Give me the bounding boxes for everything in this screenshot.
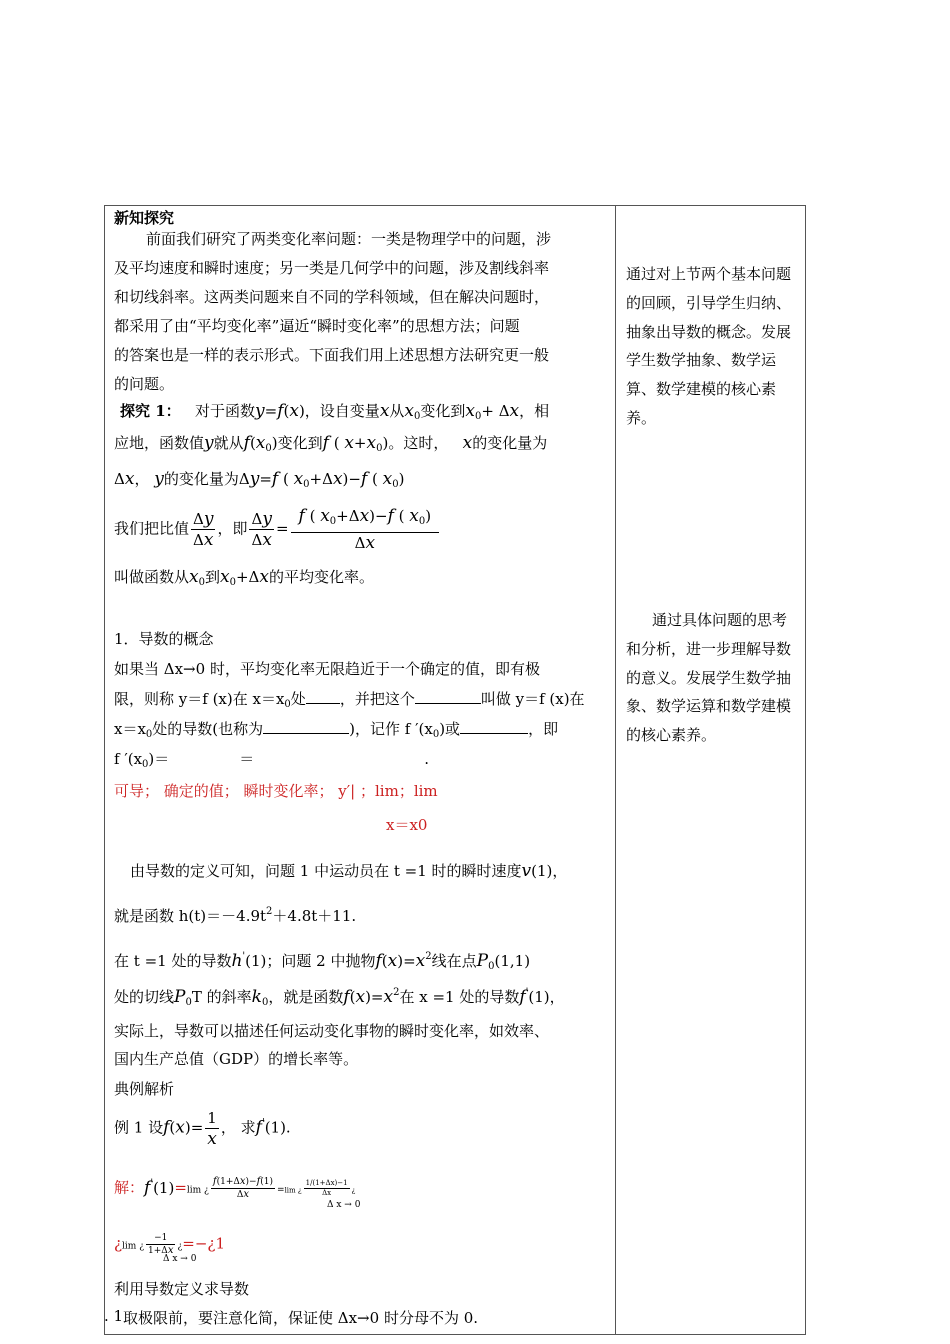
derivative-line: 国内生产总值（GDP）的增长率等。 [114, 1050, 359, 1068]
concept-heading: 1．导数的概念 [114, 630, 214, 648]
tail-line: 取极限前，要注意化简，保证使 Δx→0 时分母不为 0. [123, 1309, 479, 1327]
explore-label: 探究 1： [120, 402, 181, 420]
derivative-line: 就是函数 $h(t)=-4.9t^2+4.8t+11$. [114, 906, 357, 925]
intro-line: 的答案也是一样的表示形式。下面我们用上述思想方法研究更一般 [114, 346, 550, 364]
intro-line: 都采用了由“平均变化率”逼近“瞬时变化率”的思想方法；问题 [114, 317, 520, 335]
tail-marker: . 1 [104, 1307, 124, 1325]
answer-sub: x＝x0 [386, 816, 428, 834]
blank[interactable] [306, 689, 340, 704]
concept-line: 如果当 Δx→0 时，平均变化率无限趋近于一个确定的值，即有极 [114, 660, 540, 678]
avg-rate-line: 叫做函数从$x_0$到$x_0+\Delta x$的平均变化率。 [114, 567, 374, 588]
blank[interactable] [460, 719, 528, 734]
intro-line: 和切线斜率。这两类问题来自不同的学科领域，但在解决问题时， [114, 288, 550, 306]
blank[interactable] [415, 689, 481, 704]
explore-line-2: 应地，函数值y就从$f(x_0)$变化到f ( $x+x_0$)。这时， x的变化量为 [114, 433, 548, 454]
concept-line: f $'(x_0)=$ ＝ . [114, 750, 430, 770]
intro-line: 的问题。 [114, 375, 175, 393]
intro-line: 前面我们研究了两类变化率问题：一类是物理学中的问题，涉 [146, 230, 552, 248]
example-1: 例 1 设f(x)= $\frac{1}{x}$ ， 求f'(1). [114, 1109, 291, 1149]
side-note-1: 通过对上节两个基本问题的回顾，引导学生归纳、抽象出导数的概念。发展学生数学抽象、数学运算、数学建模的核心素养。 [626, 265, 792, 427]
intro-line: 及平均速度和瞬时速度；另一类是几何学中的问题，涉及割线斜率 [114, 259, 550, 277]
derivative-line: 处的切线$P_0T$ 的斜率$k_0$，就是函数$f(x)=x^2$在 x =1 处的导数f'(1)， [114, 987, 565, 1008]
solution-line-2: ¿lim ¿ $\frac{-1}{1+\Delta x}$ ¿=−¿1 [114, 1233, 226, 1256]
limit-subscript: Δ x → 0 [163, 1254, 197, 1264]
ratio-line: 我们把比值 $\frac{\Delta y}{\Delta x}$ ，即 $\frac{\Delta y}{\Delta x}$ = $\frac{f ( x_0+\Delta x)-f ( x_0)}{\Delta x}$ [114, 506, 441, 553]
side-note-2: 通过具体问题的思考和分析，进一步理解导数的意义。发展学生数学抽象、数学运算和数学建模的核心素养。 [626, 611, 792, 745]
example-heading: 典例解析 [114, 1080, 175, 1098]
concept-line: 限，则称 y＝f (x)在 $x=x_0$处 ，并把这个 叫做 y＝f (x)在 [114, 690, 585, 710]
answer-line: 可导； 确定的值； 瞬时变化率； y′| ；lim；lim [114, 782, 438, 800]
concept-line: $x=x_0$处的导数(也称为 )，记作 f $'(x_0)$或 ，即 [114, 720, 559, 740]
section-title: 新知探究 [114, 209, 175, 227]
derivative-line: 由导数的定义可知，问题 1 中运动员在 t =1 时的瞬时速度v(1)， [130, 861, 568, 881]
derivative-line: 在 t =1 处的导数h'(1)；问题 2 中抛物$f(x)=x^2$线在点$P_0(1,1)$ [114, 951, 531, 972]
solution-line: 解：f'(1)=lim ¿ $\frac{f(1+\Delta x)-f(1)}{\Delta x}$ =lim ¿ $\frac{1/(1+\Delta x)-1}{\Delta x}$ ¿ [114, 1176, 356, 1200]
explore-line-1: 探究 1： 对于函数y=f(x)，设自变量x从$x_0$变化到$x_0+ \Delta x$，相 [120, 401, 550, 422]
blank[interactable] [263, 719, 349, 734]
limit-subscript: Δ x → 0 [327, 1200, 361, 1210]
derivative-line: 实际上，导数可以描述任何运动变化事物的瞬时变化率，如效率、 [114, 1022, 550, 1040]
column-divider [615, 206, 616, 1334]
explore-line-3: Δx， y的变化量为Δy=f ( $x_0+\Delta x)-f$ ( $x_0$) [114, 469, 405, 490]
tail-line: 利用导数定义求导数 [114, 1280, 250, 1298]
